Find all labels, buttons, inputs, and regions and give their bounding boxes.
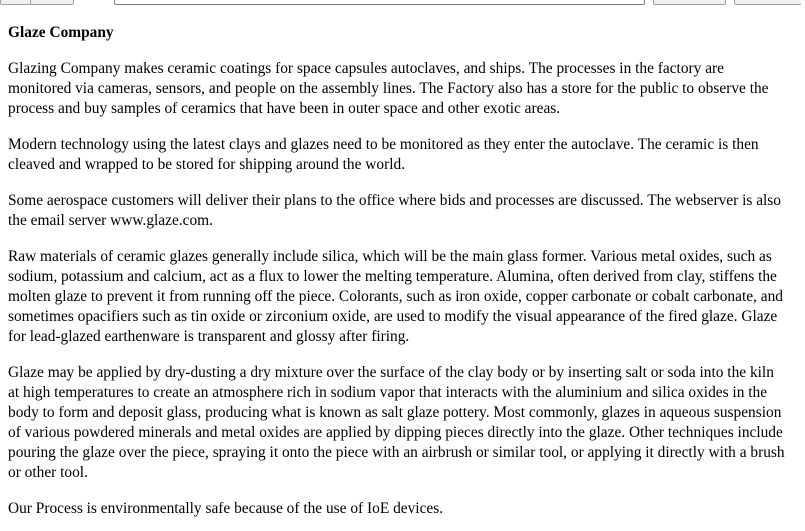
toolbar-button-right-2[interactable] [734, 0, 805, 5]
paragraph-customers: Some aerospace customers will deliver their plans to the office where bids and processes are discussed. The webserver is also the email server www.glaze.com. [8, 192, 781, 229]
paragraph-intro: Glazing Company makes ceramic coatings for space capsules autoclaves, and ships. The processes in the factory are monitored via cameras, sensors, and people on the assembly lines. The Factory also has a store for the public to observe the process and buy samples of ceramics that have been in outer space and other exotic areas. [8, 60, 769, 117]
page-title: Glaze Company [8, 24, 114, 41]
page-content [8, 23, 788, 531]
paragraph-application: Glaze may be applied by dry-dusting a dry mixture over the surface of the clay body or by inserting salt or soda into the kiln at high temperatures to create an atmosphere rich in sodium vapor that interacts with the aluminium and silica oxides in the body to form and deposit glass, producing what is known as salt glaze pottery. Most commonly, glazes in aqueous suspension of various powdered minerals and metal oxides are applied by dipping pieces directly into the glaze. Other techniques include pouring the glaze over the piece, spraying it onto the piece with an airbrush or similar tool, or applying it directly with a brush or other tool. [8, 364, 785, 481]
paragraph-process: Our Process is environmentally safe because of the use of IoE devices. [8, 500, 444, 517]
scrollbar-track[interactable] [801, 0, 805, 531]
top-toolbar-fragment [0, 0, 805, 6]
paragraph-technology: Modern technology using the latest clays and glazes need to be monitored as they enter the autoclave. The ceramic is then cleaved and wrapped to be stored for shipping around the world. [8, 136, 759, 173]
toolbar-button-left-2[interactable] [30, 0, 74, 5]
address-input[interactable] [114, 0, 645, 5]
paragraph-raw-materials: Raw materials of ceramic glazes generally include silica, which will be the main glass former. Various metal oxides, such as sodium, potassium and calcium, act as a flux to lower the melting temperature. Alumina, often derived from clay, stiffens the molten glaze to prevent it from running off the piece. Colorants, such as iron oxide, copper carbonate or cobalt carbonate, and sometimes opacifiers such as tin oxide or zirconium oxide, are used to modify the visual appearance of the fired glaze. Glaze for lead-glazed earthenware is transparent and glossy after firing. [8, 248, 783, 345]
toolbar-button-right[interactable] [653, 0, 726, 5]
